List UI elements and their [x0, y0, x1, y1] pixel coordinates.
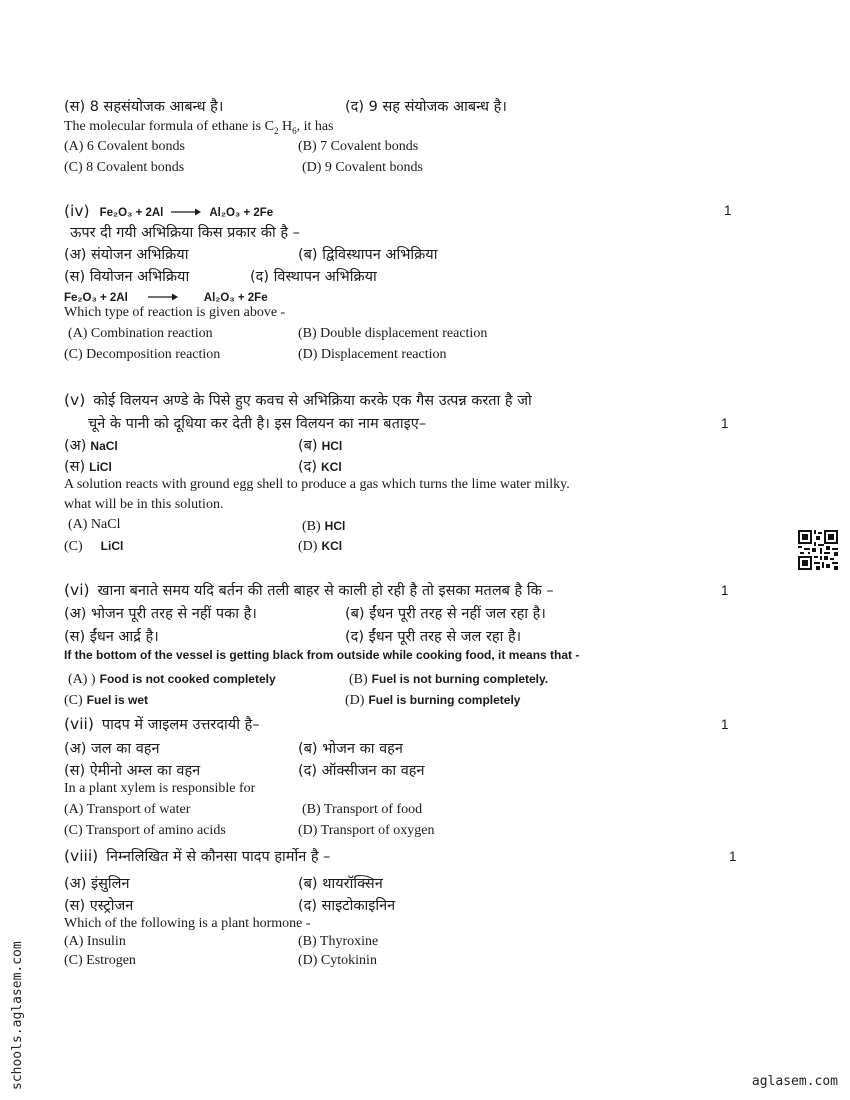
- q5-hi-option-d-label: (द): [298, 459, 318, 475]
- q6-en-option-b-value: Fuel is not burning completely.: [371, 672, 549, 686]
- q4-hi-option-a: (अ) संयोजन अभिक्रिया: [64, 247, 189, 263]
- q3-en-option-a: (A) 6 Covalent bonds: [64, 139, 185, 154]
- q3-en-stem-post: , it has: [296, 119, 334, 134]
- q5-stem-line-1: [64, 390, 532, 410]
- q7-stem: [64, 714, 260, 734]
- q4-header: [64, 202, 273, 221]
- q5-hi-stem-2: चूने के पानी को दूधिया कर देती है। इस विलयन का नाम बताइए–: [88, 416, 426, 432]
- q6-en-option-a-label: (A) ): [68, 672, 96, 687]
- q8-number: (viii): [64, 847, 99, 865]
- q8-hi-option-d: (द) साइटोकाइनिन: [298, 898, 396, 914]
- q5-hi-option-c-value: LiCl: [89, 460, 112, 474]
- q6-en-option-b-label: (B): [349, 672, 368, 687]
- q3-en-stem: [64, 119, 334, 136]
- q4-equation-left-repeat: Fe₂O₃ + 2Al: [64, 292, 128, 304]
- q5-hi-option-c: [64, 456, 112, 476]
- q5-en-option-c-value: LiCl: [100, 539, 124, 553]
- q8-marks: 1: [729, 849, 737, 864]
- q5-en-option-c: [64, 537, 123, 555]
- q5-hi-option-d-value: KCl: [321, 460, 342, 474]
- q4-equation-left: Fe₂O₃ + 2Al: [99, 207, 164, 219]
- q3-en-option-c: (C) 8 Covalent bonds: [64, 160, 185, 175]
- q5-hi-option-b: [298, 435, 342, 455]
- q6-hi-option-c: (स) ईंधन आर्द्र है।: [64, 629, 159, 645]
- q4-marks: 1: [724, 203, 732, 218]
- q7-marks: 1: [721, 717, 729, 732]
- q8-en-option-c: (C) Estrogen: [64, 953, 136, 968]
- q6-en-option-d: [345, 691, 520, 709]
- q6-en-stem: If the bottom of the vessel is getting black from outside while cooking food, it means that -: [64, 648, 580, 662]
- q7-en-option-c: (C) Transport of amino acids: [64, 823, 226, 838]
- q8-hi-option-b: (ब) थायरॉक्सिन: [298, 876, 383, 892]
- q5-en-option-b: [302, 517, 345, 535]
- q3-en-option-d: (D) 9 Covalent bonds: [302, 160, 423, 175]
- q4-equation-right: Al₂O₃ + 2Fe: [209, 207, 274, 219]
- q5-marks: 1: [721, 416, 729, 431]
- q8-stem: [64, 846, 330, 866]
- q5-hi-option-c-label: (स): [64, 459, 86, 475]
- q7-en-option-d: (D) Transport of oxygen: [298, 823, 435, 838]
- q4-hi-stem: ऊपर दी गयी अभिक्रिया किस प्रकार की है –: [70, 225, 300, 241]
- q4-hi-option-b: (ब) द्विविस्थापन अभिक्रिया: [298, 247, 438, 263]
- q5-hi-option-d: [298, 456, 342, 476]
- q7-hi-option-d: (द) ऑक्सीजन का वहन: [298, 763, 425, 779]
- q6-en-option-a-value: Food is not cooked completely: [99, 672, 276, 686]
- q6-en-option-c-label: (C): [64, 693, 83, 708]
- q7-en-stem: In a plant xylem is responsible for: [64, 781, 256, 796]
- q4-hi-option-c: (स) वियोजन अभिक्रिया: [64, 269, 190, 285]
- q7-hi-option-b: (ब) भोजन का वहन: [298, 741, 403, 757]
- q5-en-stem-1: A solution reacts with ground egg shell to produce a gas which turns the lime water milky.: [64, 477, 570, 492]
- q5-hi-option-b-value: HCl: [321, 439, 343, 453]
- q4-en-option-a: (A) Combination reaction: [68, 326, 213, 341]
- q5-hi-option-a-label: (अ): [64, 438, 87, 454]
- q6-en-option-a: [68, 670, 276, 688]
- q6-hi-stem: खाना बनाते समय यदि बर्तन की तली बाहर से काली हो रही है तो इसका मतलब है कि –: [97, 583, 554, 599]
- q8-en-option-d: (D) Cytokinin: [298, 953, 377, 968]
- q4-en-stem: Which type of reaction is given above -: [64, 305, 286, 320]
- q6-hi-option-b: (ब) ईंधन पूरी तरह से नहीं जल रहा है।: [345, 606, 546, 622]
- q3-hi-option-d: (द) 9 सह संयोजक आबन्ध है।: [345, 99, 507, 115]
- q8-en-option-a: (A) Insulin: [64, 934, 126, 949]
- q5-en-option-d-value: KCl: [321, 539, 343, 553]
- q8-hi-stem: निम्नलिखित में से कौनसा पादप हार्मोन है –: [106, 849, 331, 865]
- q5-hi-stem-1: कोई विलयन अण्डे के पिसे हुए कवच से अभिक्रिया करके एक गैस उत्पन्न करता है जो: [93, 393, 532, 409]
- reaction-arrow-icon: [148, 292, 178, 302]
- q3-en-stem-pre: The molecular formula of ethane is C: [64, 119, 274, 134]
- q6-hi-option-d: (द) ईंधन पूरी तरह से जल रहा है।: [345, 629, 522, 645]
- q5-hi-option-a: [64, 435, 118, 455]
- q4-equation-repeat: [64, 288, 268, 306]
- q6-en-option-b: [349, 670, 548, 688]
- q5-en-option-d: [298, 537, 342, 555]
- q5-en-option-c-label: (C): [64, 539, 83, 554]
- watermark-right: aglasem.com: [751, 1074, 838, 1089]
- q6-marks: 1: [721, 583, 729, 598]
- q5-number: (v): [64, 391, 86, 409]
- q8-hi-option-c: (स) एस्ट्रोजन: [64, 898, 134, 914]
- q4-hi-option-d: (द) विस्थापन अभिक्रिया: [250, 269, 377, 285]
- q4-en-option-b: (B) Double displacement reaction: [298, 326, 488, 341]
- q7-en-option-b: (B) Transport of food: [302, 802, 423, 817]
- qr-code-icon: [798, 530, 838, 570]
- q5-en-option-b-value: HCl: [324, 519, 346, 533]
- q4-number: (iv): [64, 202, 90, 220]
- q8-hi-option-a: (अ) इंसुलिन: [64, 876, 130, 892]
- q7-number: (vii): [64, 715, 94, 733]
- q8-en-option-b: (B) Thyroxine: [298, 934, 379, 949]
- q6-hi-option-a: (अ) भोजन पूरी तरह से नहीं पका है।: [64, 606, 257, 622]
- q6-stem: [64, 580, 554, 600]
- q5-hi-option-b-label: (ब): [298, 438, 318, 454]
- q6-en-option-c-value: Fuel is wet: [86, 693, 149, 707]
- q5-en-option-d-label: (D): [298, 539, 318, 554]
- q5-hi-option-a-value: NaCl: [90, 439, 118, 453]
- reaction-arrow-icon: [171, 207, 201, 217]
- watermark-left: schools.aglasem.com: [10, 941, 25, 1090]
- q4-en-option-c: (C) Decomposition reaction: [64, 347, 221, 362]
- q5-en-stem-2: what will be in this solution.: [64, 497, 224, 512]
- q3-en-stem-sub2: 6: [292, 125, 297, 136]
- q4-equation-right-repeat: Al₂O₃ + 2Fe: [203, 292, 268, 304]
- q7-en-option-a: (A) Transport of water: [64, 802, 191, 817]
- q7-hi-option-a: (अ) जल का वहन: [64, 741, 160, 757]
- q6-en-option-d-label: (D): [345, 693, 365, 708]
- q8-en-stem: Which of the following is a plant hormone -: [64, 916, 311, 931]
- q3-en-stem-sub1: 2: [273, 125, 279, 136]
- q5-en-option-a: (A) NaCl: [68, 517, 121, 532]
- q3-en-option-b: (B) 7 Covalent bonds: [298, 139, 419, 154]
- q3-en-stem-mid: H: [278, 119, 293, 134]
- q4-en-option-d: (D) Displacement reaction: [298, 347, 447, 362]
- q5-en-option-b-label: (B): [302, 519, 321, 534]
- q6-number: (vi): [64, 581, 90, 599]
- q7-hi-option-c: (स) ऐमीनो अम्ल का वहन: [64, 763, 201, 779]
- q3-hi-option-c: (स) 8 सहसंयोजक आबन्ध है।: [64, 99, 224, 115]
- q6-en-option-c: [64, 691, 148, 709]
- q7-hi-stem: पादप में जाइलम उत्तरदायी है–: [101, 717, 260, 733]
- q6-en-option-d-value: Fuel is burning completely: [368, 693, 521, 707]
